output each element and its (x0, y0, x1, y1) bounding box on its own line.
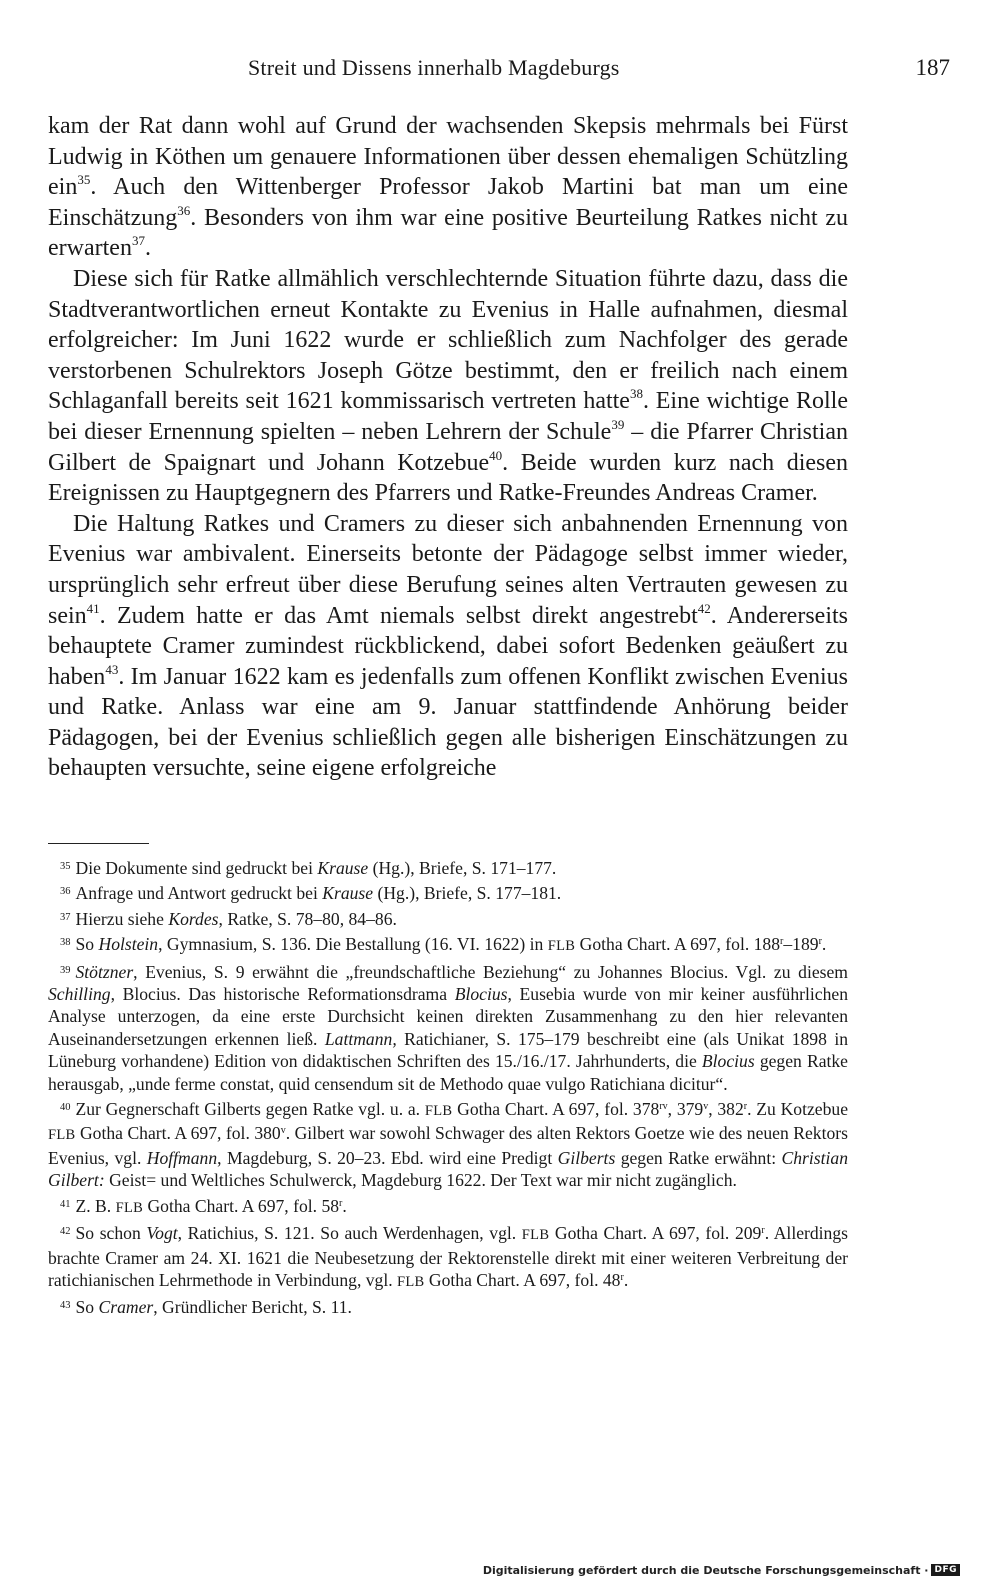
text-run: –189 (783, 934, 819, 955)
text-run: Gotha Chart. A 697, fol. 378 (452, 1099, 660, 1120)
text-run: . Eine wichtige Rolle bei dieser Ernennung spielten – neben Lehrern der Schule (48, 388, 848, 445)
text-run: . Allerdings brachte Cramer am 24. XI. 1621 die Neubesetzung der Rektorenstelle direkt mit einer weiteren Verbreitung der ratichianischen Lehrmethode in Verbindung, vgl. (48, 1223, 849, 1290)
folio-mark: rv (659, 1101, 668, 1113)
text-run: , Gymnasium, S. 136. Die Bestallung (16. VI. 1622) in (158, 934, 548, 955)
text-run: . (821, 934, 827, 955)
footnote-ref: 36 (177, 202, 191, 218)
text-run: Ratichianer, S. 175–179 beschreibt eine (als Unikat 1898 in Lüneburg vorhandene) Edition von didaktischen Schriften des 15./16./17. Jahrhunderts, die (48, 1028, 849, 1072)
archive-abbrev: FLB (397, 1273, 425, 1290)
archive-abbrev: FLB (547, 938, 576, 955)
text-run: , Evenius, S. 9 erwähnt die „freundschaftliche Beziehung“ zu Johannes Blocius. Vgl. zu diesem (133, 961, 848, 982)
footnote: 42 So schon Vogt, Ratichius, S. 121. So auch Werdenhagen, vgl. FLB Gotha Chart. A 697, fol. 209$^r$. Allerdings brachte Cramer am 24. XI. 1621 die Neubesetzung der Rektorenstelle direkt mit einer weiteren Verbreitung der ratichianischen Lehrmethode in Verbindung, vgl. FLB Gotha Chart. A 697, fol. 48$^r$. (48, 1223, 849, 1290)
author-name: Krause (317, 858, 369, 878)
text-run: , 382 (708, 1099, 744, 1120)
folio-mark: r (743, 1101, 748, 1113)
folio-mark: r (339, 1197, 343, 1209)
text-run: Gotha Chart. A 697, fol. 380 (75, 1123, 281, 1144)
text-run: , Ratichius, S. 121. So auch Werdenhagen, vgl. (177, 1223, 522, 1244)
text-run: . (342, 1195, 347, 1216)
footnote: 36 Anfrage und Antwort gedruckt bei Krause (Hg.), Briefe, S. 177–181. (60, 883, 562, 904)
main-text (48, 111, 848, 784)
text-run: , Gründlicher Bericht, S. 11. (153, 1297, 352, 1318)
text-run: . Gilbert war sowohl Schwager des alten Rektors Goetze wie des neuen Rektors Evenius, vgl. (48, 1123, 848, 1168)
folio-mark: r (780, 936, 784, 948)
text-run: – die Pfarrer Christian Gilbert de Spaignart und Johann Kotzebue (48, 418, 849, 476)
author-name: Schilling (48, 984, 111, 1005)
footnote: 37 Hierzu siehe Kordes, Ratke, S. 78–80, 84–86. (60, 908, 397, 929)
text-run: So (75, 934, 99, 955)
text-run: Zur Gegnerschaft Gilberts gegen Ratke vgl. u. a. (75, 1099, 425, 1120)
author-name: Krause (322, 883, 374, 904)
author-name: Lattmann, (324, 1028, 397, 1049)
text-run: . Beide wurden kurz nach diesen Ereignissen zu Hauptgegnern des Pfarrers und Ratke-Freundes Andreas Cramer. (48, 449, 849, 507)
text-run: (Hg.), Briefe, S. 177–181. (373, 883, 562, 904)
footnote: 40 Zur Gegnerschaft Gilberts gegen Ratke vgl. u. a. FLB Gotha Chart. A 697, fol. $378^{rv}$, 379$^v$, 382$^r$. Zu Kotzebue FLB Gotha Chart. A 697, fol. 380$^v$. Gilbert war sowohl Schwager des alten Rektors Goetze wie des neuen Rektors Evenius, vgl. Hoffmann, Magdeburg, S. 20–23. Ebd. wird eine Predigt Gilberts gegen Ratke erwähnt: Christian Gilbert: Geist= und Weltliches Schulwerck, Magdeburg 1622. Der Text war mir nicht zugänglich. (48, 1099, 849, 1191)
text-run: So schon (75, 1223, 147, 1244)
author-name: Hoffmann (146, 1147, 218, 1168)
author-name: Cramer (98, 1297, 154, 1318)
footnote: 43 So Cramer, Gründlicher Bericht, S. 11. (60, 1297, 352, 1318)
footnote: 38 So Holstein, Gymnasium, S. 136. Die Bestallung (16. VI. 1622) in FLB Gotha Chart. A 697, fol. 188$^r$–189$^r$. (60, 934, 827, 955)
digitization-credit (483, 1562, 960, 1578)
text-run: Hierzu siehe (75, 908, 169, 929)
footnotes (48, 857, 848, 1322)
text-run: gegen Ratke herausgab, „unde ferme constat, quid censendum sit de Methodo quae vulgo Ratichiana dicitur“. (48, 1051, 848, 1094)
text-run: , Blocius. Das historische Reformationsdrama (110, 984, 455, 1005)
text-run: So (75, 1297, 99, 1318)
text-run: gegen Ratke erwähnt: (615, 1147, 782, 1168)
footnote-ref: 39 (611, 416, 625, 432)
paragraph (48, 264, 848, 509)
text-run: , 379 (667, 1099, 704, 1120)
footnote: 41 Z. B. FLB Gotha Chart. A 697, fol. 58$^r$. (60, 1195, 347, 1216)
text-run: Gotha Chart. A 697, fol. 188 (575, 934, 781, 955)
paragraph (48, 509, 848, 784)
archive-abbrev: FLB (115, 1199, 144, 1216)
author-name: Stötzner (75, 961, 134, 982)
text-run: Diese sich für Ratke allmählich verschlechternde Situation führte dazu, dass die Stadtverantwortlichen erneut Kontakte zu Evenius in Halle aufnahmen, diesmal erfolgreicher: Im Juni 1622 wurde er schließlich zum Nachfolger des gerade verstorbenen Schulrektors Joseph Götze bestimmt, den er freilich nach einem Schlaganfall bereits seit 1621 kommissarisch vertreten hatte (48, 265, 848, 415)
text-run: Gotha Chart. A 697, fol. 48 (424, 1269, 621, 1290)
footnote-ref: 42 (697, 600, 711, 616)
footnote-separator (48, 843, 149, 844)
text-run: , Eusebia wurde von mir keiner ausführlichen Analyse unterzogen, da eine erste Durchsicht keinen direkten Zusammenhang zu den hier relevanten Auseinandersetzungen erkennen ließ. (48, 984, 848, 1049)
page-number: 187 (915, 55, 950, 80)
footnote-ref: 43 (105, 661, 119, 677)
footnote-ref: 38 (629, 386, 643, 402)
text-run: . (623, 1269, 629, 1290)
footnote-ref: 41 (86, 600, 100, 616)
folio-mark: v (703, 1101, 709, 1113)
text-run: . Besonders von ihm war eine positive Beurteilung Ratkes nicht zu erwarten (48, 204, 848, 262)
text-run: Die Haltung Ratkes und Cramers zu dieser sich anbahnenden Ernennung von Evenius war ambivalent. Einerseits betonte der Pädagoge selbst immer wieder, ursprünglich sehr erfreut über diese Berufung seines alten Vertrauten gewesen zu sein (48, 510, 848, 629)
archive-abbrev: FLB (48, 1127, 76, 1144)
folio-mark: r (761, 1225, 765, 1237)
work-title: Blocius (454, 984, 508, 1005)
text-run: . (144, 235, 151, 262)
text-run: . Andererseits behauptete Cramer zumindest rückblickend, dabei sofort Bedenken geäußert zu haben (48, 602, 848, 690)
dfg-logo: DFG (931, 1564, 960, 1576)
text-run: . Im Januar 1622 kam es jedenfalls zum offenen Konflikt zwischen Evenius und Ratke. Anlass war eine am 9. Januar stattfindende Anhörung beider Pädagogen, bei der Evenius schließlich gegen alle bisherigen Einschätzungen zu behaupten versuchte, seine eigene erfolgreiche (48, 663, 848, 782)
credit-text: Digitalisierung gefördert durch die Deutsche Forschungsgemeinschaft · (482, 1563, 929, 1577)
running-title: Streit und Dissens innerhalb Magdeburgs (248, 55, 620, 80)
text-run: kam der Rat dann wohl auf Grund der wachsenden Skepsis mehrmals bei Fürst Ludwig in Köthen um genauere Informationen über dessen ehemaligen Schützling ein (48, 113, 848, 201)
text-run: Anfrage und Antwort gedruckt bei (75, 883, 323, 904)
text-run: Gotha Chart. A 697, fol. 209 (549, 1223, 762, 1244)
text-run: . Zu Kotzebue (747, 1099, 849, 1120)
author-name: Holstein (98, 934, 159, 955)
author-name: Vogt (146, 1223, 178, 1244)
text-run: , Ratke, S. 78–80, 84–86. (218, 908, 397, 929)
text-run: , Magdeburg, S. 20–23. Ebd. wird eine Predigt (217, 1147, 558, 1168)
text-run: Gotha Chart. A 697, fol. 58 (143, 1195, 340, 1216)
archive-abbrev: FLB (424, 1103, 453, 1120)
text-run: . Auch den Wittenberger Professor Jakob Martini bat man um eine Einschätzung (48, 174, 848, 231)
running-head (48, 55, 950, 85)
footnote-ref: 40 (489, 447, 503, 463)
author-name: Kordes (168, 908, 219, 929)
text-run: Z. B. (75, 1195, 116, 1216)
footnote: 35 Die Dokumente sind gedruckt bei Krause (Hg.), Briefe, S. 171–177. (60, 858, 557, 878)
text-run: . Zudem hatte er das Amt niemals selbst direkt angestrebt (99, 602, 698, 629)
author-name: Christian Gilbert: (48, 1147, 848, 1191)
footnote-ref: 37 (131, 233, 145, 249)
text-run: Geist= und Weltliches Schulwerck, Magdeburg 1622. Der Text war mir nicht zugänglich. (104, 1170, 737, 1191)
folio-mark: r (818, 936, 822, 948)
folio-mark: r (620, 1271, 624, 1283)
archive-abbrev: FLB (521, 1227, 550, 1244)
footnote: 39 Stötzner, Evenius, S. 9 erwähnt die „freundschaftliche Beziehung“ zu Johannes Blocius. Vgl. zu diesem Schilling, Blocius. Das historische Reformationsdrama Blocius, Eusebia wurde von mir keiner ausführlichen Analyse unterzogen, da eine erste Durchsicht keinen direkten Zusammenhang zu den hier relevanten Auseinandersetzungen erkennen ließ. Lattmann, Ratichianer, S. 175–179 beschreibt eine (als Unikat 1898 in Lüneburg vorhandene) Edition von didaktischen Schriften des 15./16./17. Jahrhunderts, die Blocius gegen Ratke herausgab, „unde ferme constat, quid censendum sit de Methodo quae vulgo Ratichiana dicitur“. (48, 961, 849, 1094)
paragraph (48, 111, 848, 264)
author-name: Blocius (701, 1051, 755, 1072)
folio-mark: v (280, 1125, 286, 1137)
text-run: (Hg.), Briefe, S. 171–177. (368, 858, 557, 878)
footnote-ref: 35 (77, 172, 91, 188)
author-name: Gilberts (557, 1147, 616, 1168)
text-run: Die Dokumente sind gedruckt bei (75, 858, 318, 878)
